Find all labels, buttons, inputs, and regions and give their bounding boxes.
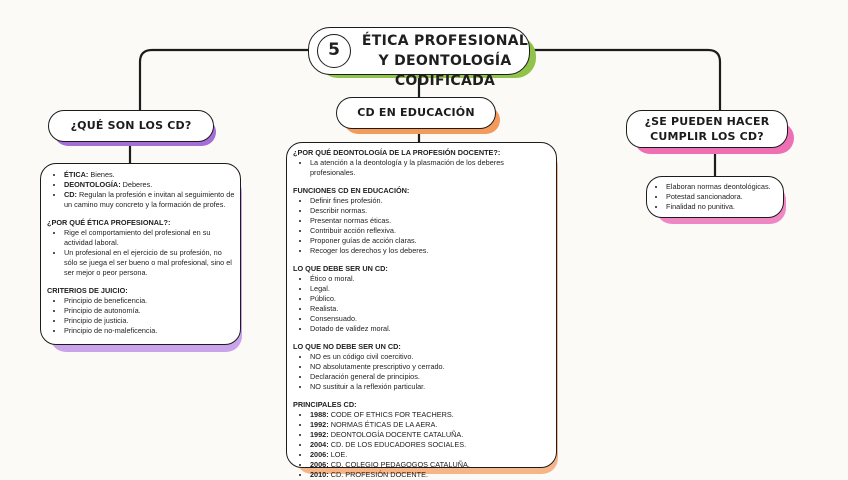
section-title: LO QUE NO DEBE SER UN CD: [293,342,401,351]
list-item: • Público. [310,294,551,304]
functions-list [293,196,551,256]
list-item: • 2006: CD. COLEGIO PEDAGOGOS CATALUÑA. [310,460,551,470]
list-item: • Ético o moral. [310,274,551,284]
title-number: 5 [317,34,351,68]
list-item: • Definir fines profesión. [310,196,551,206]
list-item: • Describir normas. [310,206,551,216]
list-item: • CD: Regulan la profesión e invitan al seguimiento de un camino muy concreto y la formación de profes. [64,190,235,210]
section-title: CRITERIOS DE JUICIO: [47,286,128,295]
right-content-box [646,176,784,218]
should-not-be-list [293,352,551,392]
list-item: • Recoger los derechos y los deberes. [310,246,551,256]
list-item: • Finalidad no punitiva. [666,202,778,212]
list-item: • 1992: NORMAS ÉTICAS DE LA AERA. [310,420,551,430]
list-item: • 2006: LOE. [310,450,551,460]
section-title: PRINCIPALES CD: [293,400,357,409]
list-item: • La atención a la deontología y la plasmación de los deberes profesionales. [310,158,551,178]
list-item: • 1992: DEONTOLOGÍA DOCENTE CATALUÑA. [310,430,551,440]
why-docente-list [293,158,551,178]
why-list [47,228,235,278]
main-codes-list [293,410,551,480]
list-item: • Rige el comportamiento del profesional en su actividad laboral. [64,228,235,248]
list-item: • 2010: CD. PROFESIÓN DOCENTE. [310,470,551,480]
list-item: • Principio de beneficencia. [64,296,235,306]
list-item: • Principio de justicia. [64,316,235,326]
list-item: • ÉTICA: Bienes. [64,170,235,180]
list-item: • Consensuado. [310,314,551,324]
list-item: • Principio de no-maleficencia. [64,326,235,336]
list-item: • Potestad sancionadora. [666,192,778,202]
left-content-box [40,163,241,345]
list-item: • Dotado de validez moral. [310,324,551,334]
list-item: • Un profesional en el ejercicio de su profesión, no sólo se juega el ser bueno o mal profesional, sino el ser mejor o peor persona. [64,248,235,278]
list-item: • NO absolutamente prescriptivo y cerrado. [310,362,551,372]
list-item: • Legal. [310,284,551,294]
definitions-list [47,170,235,210]
list-item: • Proponer guías de acción claras. [310,236,551,246]
enforce-list [649,182,778,212]
list-item: • 1988: CODE OF ETHICS FOR TEACHERS. [310,410,551,420]
list-item: • Declaración general de principios. [310,372,551,382]
list-item: • NO sustituir a la reflexión particular. [310,382,551,392]
list-item: • Presentar normas éticas. [310,216,551,226]
list-item: • Elaboran normas deontológicas. [666,182,778,192]
page-title: ÉTICA PROFESIONAL Y DEONTOLOGÍA CODIFICADA [361,33,529,89]
list-item: • Realista. [310,304,551,314]
criteria-list [47,296,235,336]
list-item: • NO es un código civil coercitivo. [310,352,551,362]
should-be-list [293,274,551,334]
section-title: LO QUE DEBE SER UN CD: [293,264,388,273]
list-item: • 2004: CD. DE LOS EDUCADORES SOCIALES. [310,440,551,450]
middle-content-box [286,142,557,479]
left-header-label: ¿QUÉ SON LOS CD? [70,119,192,132]
main-title-box [308,27,530,89]
right-header-box [626,110,788,148]
left-header-box [48,110,214,142]
section-title: FUNCIONES CD EN EDUCACIÓN: [293,186,410,195]
list-item: • Contribuir acción reflexiva. [310,226,551,236]
right-header-label: ¿SE PUEDEN HACER CUMPLIR LOS CD? [644,115,770,143]
list-item: • Principio de autonomía. [64,306,235,316]
middle-header-label: CD EN EDUCACIÓN [357,106,475,119]
list-item: • DEONTOLOGÍA: Deberes. [64,180,235,190]
middle-header-box [336,97,496,129]
section-title: ¿POR QUÉ ÉTICA PROFESIONAL?: [47,218,171,227]
section-title: ¿POR QUÉ DEONTOLOGÍA DE LA PROFESIÓN DOCENTE?: [293,148,501,157]
